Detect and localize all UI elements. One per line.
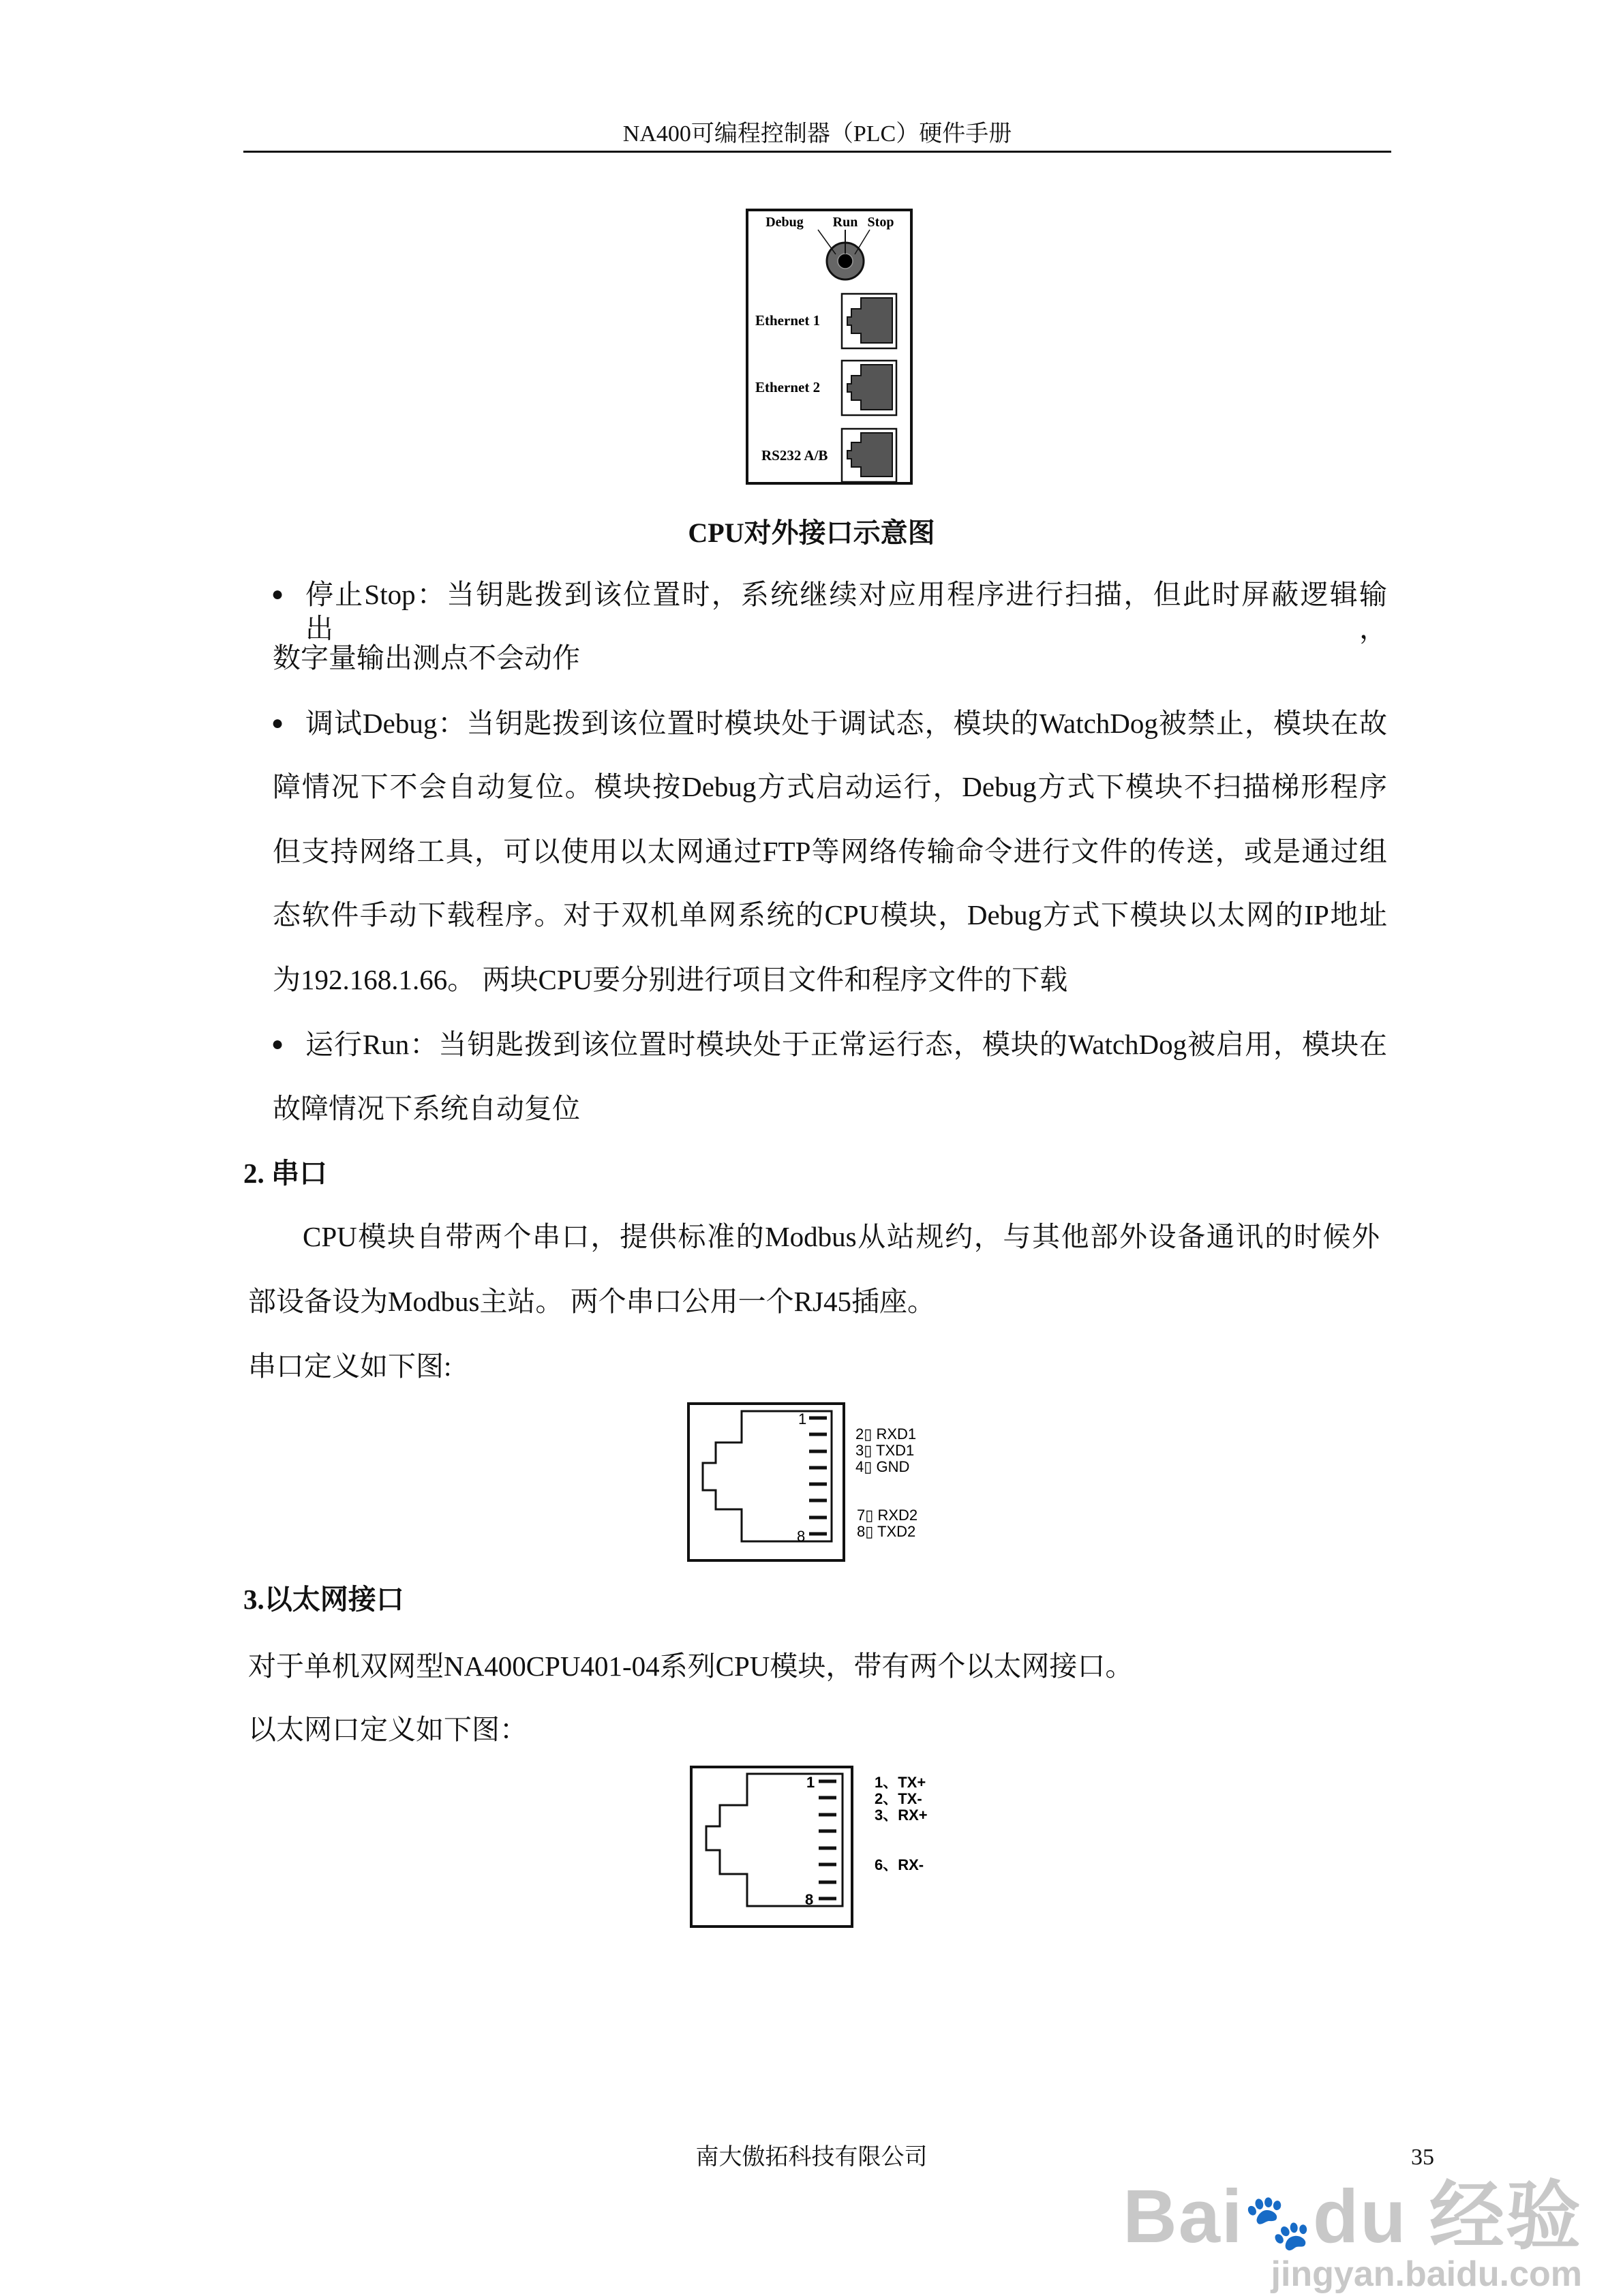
bullet-debug-line: 但支持网络工具，可以使用以太网通过FTP等网络传输命令进行文件的传送，或是通过组 (273, 836, 1387, 867)
cpu-interface-diagram (745, 208, 914, 486)
pin-1-label: 1 (806, 1774, 815, 1791)
ethernet-2-port-icon (842, 361, 896, 415)
pin-8-label: 8 (797, 1528, 806, 1545)
section-heading-ethernet: 3.以太网接口 (243, 1584, 404, 1615)
bullet-debug-line: 态软件手动下载程序。对于双机单网系统的CPU模块，Debug方式下模块以太网的IP地址 (273, 899, 1387, 931)
watermark-url: jingyan.baidu.com (1271, 2254, 1582, 2294)
switch-label-debug: Debug (765, 215, 804, 230)
footer-company: 南大傲拓科技有限公司 (695, 2145, 928, 2170)
bullet-debug-line: 为192.168.1.66。 两块CPU要分别进行项目文件和程序文件的下载 (273, 964, 1068, 995)
serial-pin-label: 8▯ TXD2 (857, 1523, 916, 1540)
ethernet-intro: 以太网口定义如下图： (248, 1714, 528, 1745)
ethernet-rj45-diagram (689, 1765, 935, 1930)
port-label-ethernet-2: Ethernet 2 (755, 379, 821, 395)
serial-paragraph-line: 部设备设为Modbus主站。 两个串口公用一个RJ45插座。 (248, 1286, 935, 1317)
cpu-diagram-caption: CPU对外接口示意图 (688, 517, 935, 548)
switch-label-stop: Stop (867, 215, 894, 230)
serial-rj45-diagram (686, 1402, 932, 1564)
baidu-watermark (1123, 2175, 1582, 2294)
bullet-icon: ● (271, 1033, 284, 1055)
rs232-port-icon (842, 429, 896, 482)
page-number: 35 (1411, 2145, 1434, 2170)
baidu-logo: Bai🐾du 经验 (1123, 2175, 1582, 2259)
header-rule (243, 151, 1391, 153)
serial-pin-label: 2▯ RXD1 (855, 1425, 917, 1442)
bullet-run-line: 故障情况下系统自动复位 (273, 1093, 580, 1124)
pin-1-label: 1 (798, 1410, 807, 1428)
switch-label-run: Run (832, 215, 858, 230)
bullet-icon: ● (271, 712, 284, 734)
ethernet-pin-label: 2、TX- (875, 1790, 922, 1807)
ethernet-1-port-icon (842, 294, 896, 348)
pin-8-label: 8 (805, 1891, 814, 1908)
serial-pin-label: 4▯ GND (855, 1458, 910, 1475)
page-header: NA400可编程控制器（PLC）硬件手册 (622, 121, 1012, 147)
port-label-ethernet-1: Ethernet 1 (755, 312, 821, 329)
serial-pin-label: 3▯ TXD1 (855, 1442, 915, 1459)
bullet-debug-line: 调试Debug：当钥匙拨到该位置时模块处于调试态，模块的WatchDog被禁止，模块在故 (305, 708, 1387, 739)
bullet-stop-line: 数字量输出测点不会动作 (273, 642, 580, 674)
bullet-run-line: 运行Run：当钥匙拨到该位置时模块处于正常运行态，模块的WatchDog被启用，模块在 (305, 1029, 1387, 1060)
ethernet-pin-label: 3、RX+ (875, 1807, 928, 1824)
serial-paragraph-line: CPU模块自带两个串口，提供标准的Modbus从站规约，与其他部外设备通讯的时候外 (303, 1221, 1380, 1252)
ethernet-pin-label: 1、TX+ (875, 1774, 926, 1791)
bullet-stop-line: 停止Stop：当钥匙拨到该位置时，系统继续对应用程序进行扫描，但此时屏蔽逻辑输出， (305, 579, 1387, 644)
port-label-rs232: RS232 A/B (761, 447, 828, 464)
bullet-debug-line: 障情况下不会自动复位。模块按Debug方式启动运行，Debug方式下模块不扫描梯形程序 (273, 771, 1387, 802)
serial-intro: 串口定义如下图: (248, 1350, 452, 1382)
serial-pin-label: 7▯ RXD2 (857, 1507, 918, 1524)
section-heading-serial: 2. 串口 (243, 1158, 327, 1189)
ethernet-pin-label: 6、RX- (875, 1856, 924, 1873)
ethernet-paragraph: 对于单机双网型NA400CPU401-04系列CPU模块，带有两个以太网接口。 (248, 1650, 1134, 1682)
bullet-icon: ● (271, 583, 284, 605)
